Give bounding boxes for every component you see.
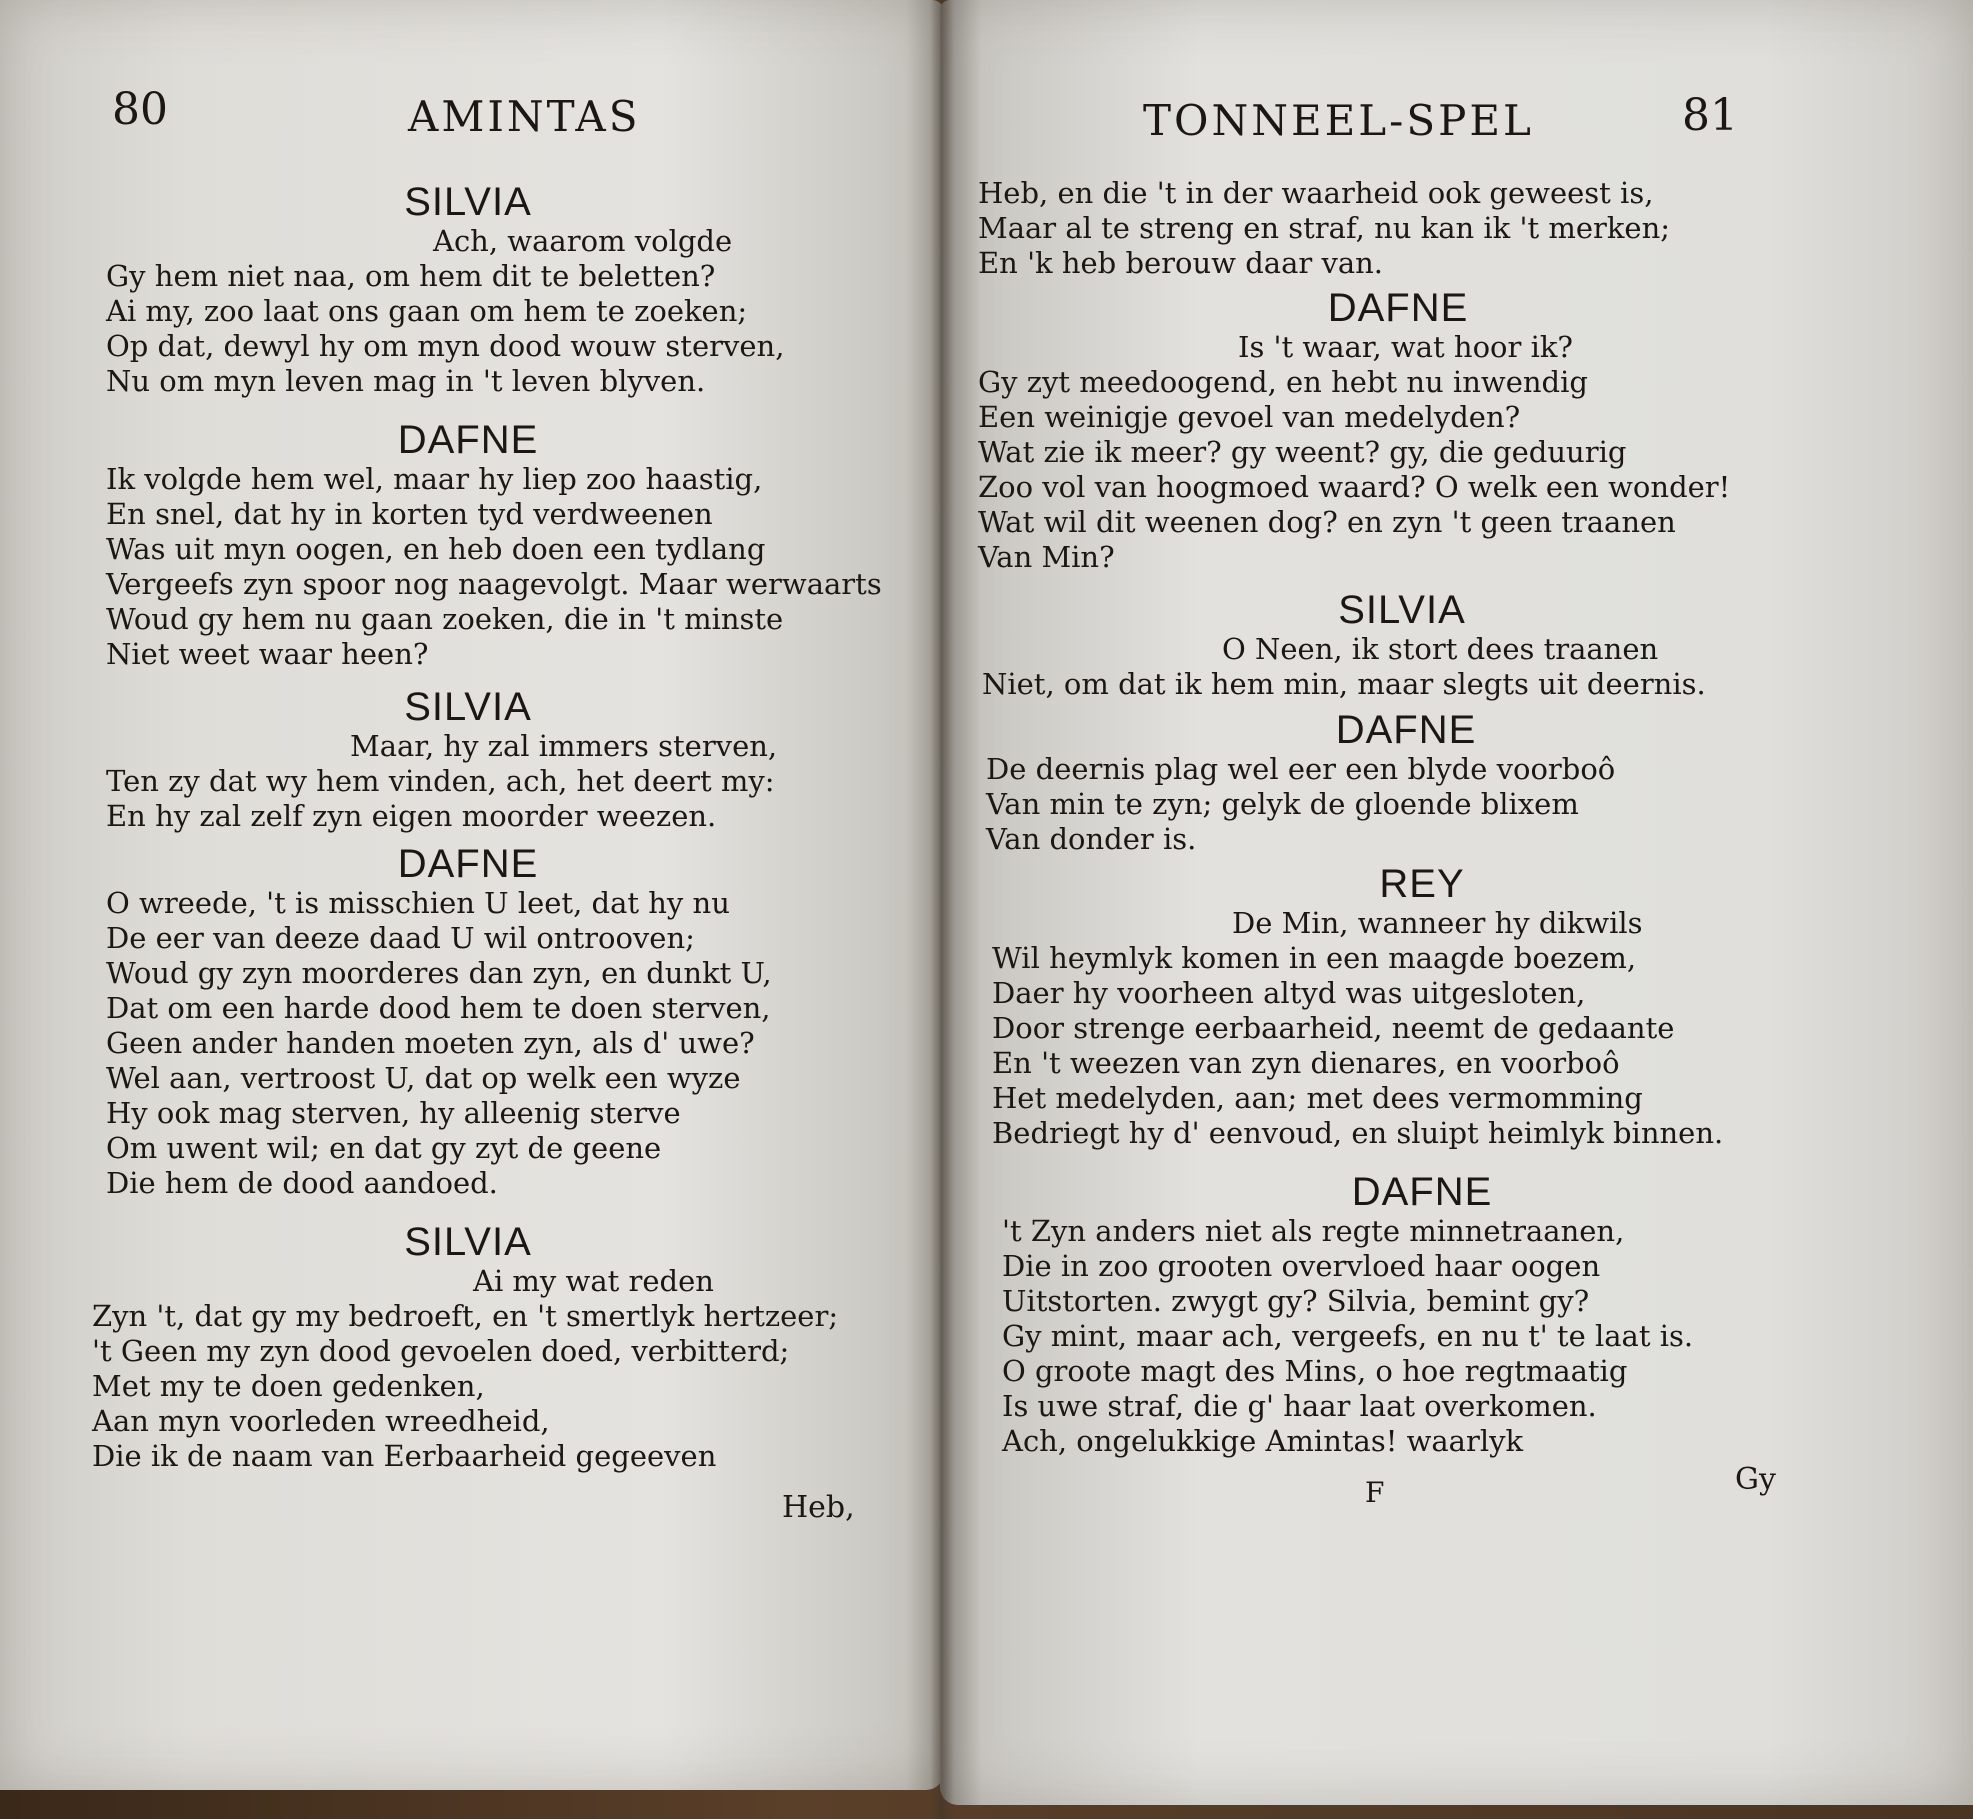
verse-line: Maar, hy zal immers sterven, xyxy=(350,729,778,763)
verse-line: Ten zy dat wy hem vinden, ach, het deert my: xyxy=(106,764,775,798)
speech-block xyxy=(88,842,848,1201)
verse-line: Zoo vol van hoogmoed waard? O welk een wonder! xyxy=(978,470,1731,504)
catchword: Heb, xyxy=(782,1490,855,1525)
verse-line: Ai my wat reden xyxy=(473,1264,714,1298)
verse-line: Om uwent wil; en dat gy zyt de geene xyxy=(106,1131,662,1165)
verse-line: Bedriegt hy d' eenvoud, en sluipt heimlyk binnen. xyxy=(992,1116,1724,1150)
verse-line: Woud gy hem nu gaan zoeken, die in 't minste xyxy=(106,602,784,636)
verse-line: Die in zoo grooten overvloed haar oogen xyxy=(1002,1249,1601,1283)
verse-line: Die ik de naam van Eerbaarheid gegeeven xyxy=(92,1439,717,1473)
verse-line: Was uit myn oogen, en heb doen een tydlang xyxy=(106,532,766,566)
speech-block xyxy=(978,176,1878,281)
speech-block xyxy=(88,1220,848,1474)
verse-line: Daer hy voorheen altyd was uitgesloten, xyxy=(992,976,1586,1010)
verse-line: Het medelyden, aan; met dees vermomming xyxy=(992,1081,1643,1115)
speaker-name: DAFNE xyxy=(397,418,539,462)
right-page xyxy=(940,0,1973,1805)
verse-line: Gy zyt meedoogend, en hebt nu inwendig xyxy=(978,365,1588,399)
speech-block xyxy=(978,286,1818,575)
verse-line: Zyn 't, dat gy my bedroeft, en 't smertlyk hertzeer; xyxy=(92,1299,839,1333)
verse-line: Door strenge eerbaarheid, neemt de gedaante xyxy=(992,1011,1675,1045)
verse-line: Hy ook mag sterven, hy alleenig sterve xyxy=(106,1096,681,1130)
verse-line: Heb, en die 't in der waarheid ook geweest is, xyxy=(978,176,1654,210)
verse-line: Ai my, zoo laat ons gaan om hem te zoeken; xyxy=(106,294,748,328)
speech-block xyxy=(88,180,848,399)
verse-line: Ach, waarom volgde xyxy=(433,224,733,258)
running-head: AMINTAS xyxy=(408,92,641,141)
verse-line: O Neen, ik stort dees traanen xyxy=(1222,632,1659,666)
page-number: 81 xyxy=(1682,90,1738,141)
verse-line: En 't weezen van zyn dienares, en voorboô xyxy=(992,1046,1620,1080)
verse-line: Met my te doen gedenken, xyxy=(92,1369,485,1403)
verse-line: Maar al te streng en straf, nu kan ik 't merken; xyxy=(978,211,1671,245)
speech-block xyxy=(992,862,1852,1151)
speech-block xyxy=(88,685,848,834)
verse-line: Van donder is. xyxy=(986,822,1197,856)
verse-line: Is uwe straf, die g' haar laat overkomen. xyxy=(1002,1389,1597,1423)
verse-line: Nu om myn leven mag in 't leven blyven. xyxy=(106,364,706,398)
verse-line: En hy zal zelf zyn eigen moorder weezen. xyxy=(106,799,717,833)
speaker-name: SILVIA xyxy=(404,180,532,224)
verse-line: Ik volgde hem wel, maar hy liep zoo haastig, xyxy=(106,462,763,496)
verse-line: En snel, dat hy in korten tyd verdweenen xyxy=(106,497,713,531)
speaker-name: SILVIA xyxy=(404,685,532,729)
book-gutter xyxy=(930,0,954,1819)
verse-line: Gy hem niet naa, om hem dit te beletten? xyxy=(106,259,716,293)
verse-line: En 'k heb berouw daar van. xyxy=(978,246,1384,280)
verse-line: Uitstorten. zwygt gy? Silvia, bemint gy? xyxy=(1002,1284,1590,1318)
running-head: TONNEEL-SPEL xyxy=(1143,96,1534,145)
speech-block xyxy=(88,418,882,672)
verse-line: Vergeefs zyn spoor nog naagevolgt. Maar werwaarts xyxy=(106,567,882,601)
verse-line: Niet weet waar heen? xyxy=(106,637,429,671)
verse-line: Gy mint, maar ach, vergeefs, en nu t' te laat is. xyxy=(1002,1319,1694,1353)
verse-line: Wil heymlyk komen in een maagde boezem, xyxy=(992,941,1637,975)
page-number: 80 xyxy=(112,84,168,135)
speaker-name: REY xyxy=(1379,862,1465,906)
speaker-name: SILVIA xyxy=(404,1220,532,1264)
verse-line: O wreede, 't is misschien U leet, dat hy nu xyxy=(106,886,730,920)
verse-line: Een weinigje gevoel van medelyden? xyxy=(978,400,1521,434)
verse-line: Dat om een harde dood hem te doen sterven, xyxy=(106,991,771,1025)
speech-block xyxy=(982,588,1822,702)
speaker-name: DAFNE xyxy=(397,842,539,886)
verse-line: Op dat, dewyl hy om myn dood wouw sterven, xyxy=(106,329,785,363)
verse-line: Woud gy zyn moorderes dan zyn, en dunkt U, xyxy=(106,956,772,990)
verse-line: Van Min? xyxy=(978,540,1115,574)
verse-line: Ach, ongelukkige Amintas! waarlyk xyxy=(1002,1424,1524,1458)
verse-line: Geen ander handen moeten zyn, als d' uwe? xyxy=(106,1026,755,1060)
speech-block xyxy=(986,708,1826,857)
speech-block xyxy=(1002,1170,1842,1459)
verse-line: De eer van deeze daad U wil ontrooven; xyxy=(106,921,695,955)
verse-line: Is 't waar, wat hoor ik? xyxy=(1238,330,1573,364)
verse-line: Wat zie ik meer? gy weent? gy, die geduurig xyxy=(978,435,1627,469)
verse-line: Niet, om dat ik hem min, maar slegts uit deernis. xyxy=(982,667,1706,701)
verse-line: Wat wil dit weenen dog? en zyn 't geen traanen xyxy=(978,505,1676,539)
verse-line: Aan myn voorleden wreedheid, xyxy=(92,1404,550,1438)
signature-mark: F xyxy=(1365,1476,1385,1509)
speaker-name: DAFNE xyxy=(1327,286,1469,330)
verse-line: De Min, wanneer hy dikwils xyxy=(1232,906,1643,940)
catchword: Gy xyxy=(1735,1462,1776,1497)
verse-line: 't Geen my zyn dood gevoelen doed, verbitterd; xyxy=(92,1334,790,1368)
verse-line: Van min te zyn; gelyk de gloende blixem xyxy=(986,787,1579,821)
speaker-name: SILVIA xyxy=(1338,588,1466,632)
verse-line: O groote magt des Mins, o hoe regtmaatig xyxy=(1002,1354,1628,1388)
verse-line: 't Zyn anders niet als regte minnetraanen, xyxy=(1002,1214,1625,1248)
speaker-name: DAFNE xyxy=(1351,1170,1493,1214)
left-page xyxy=(0,0,944,1790)
verse-line: Die hem de dood aandoed. xyxy=(106,1166,498,1200)
verse-line: De deernis plag wel eer een blyde voorboô xyxy=(986,752,1616,786)
speaker-name: DAFNE xyxy=(1335,708,1477,752)
verse-line: Wel aan, vertroost U, dat op welk een wyze xyxy=(106,1061,741,1095)
